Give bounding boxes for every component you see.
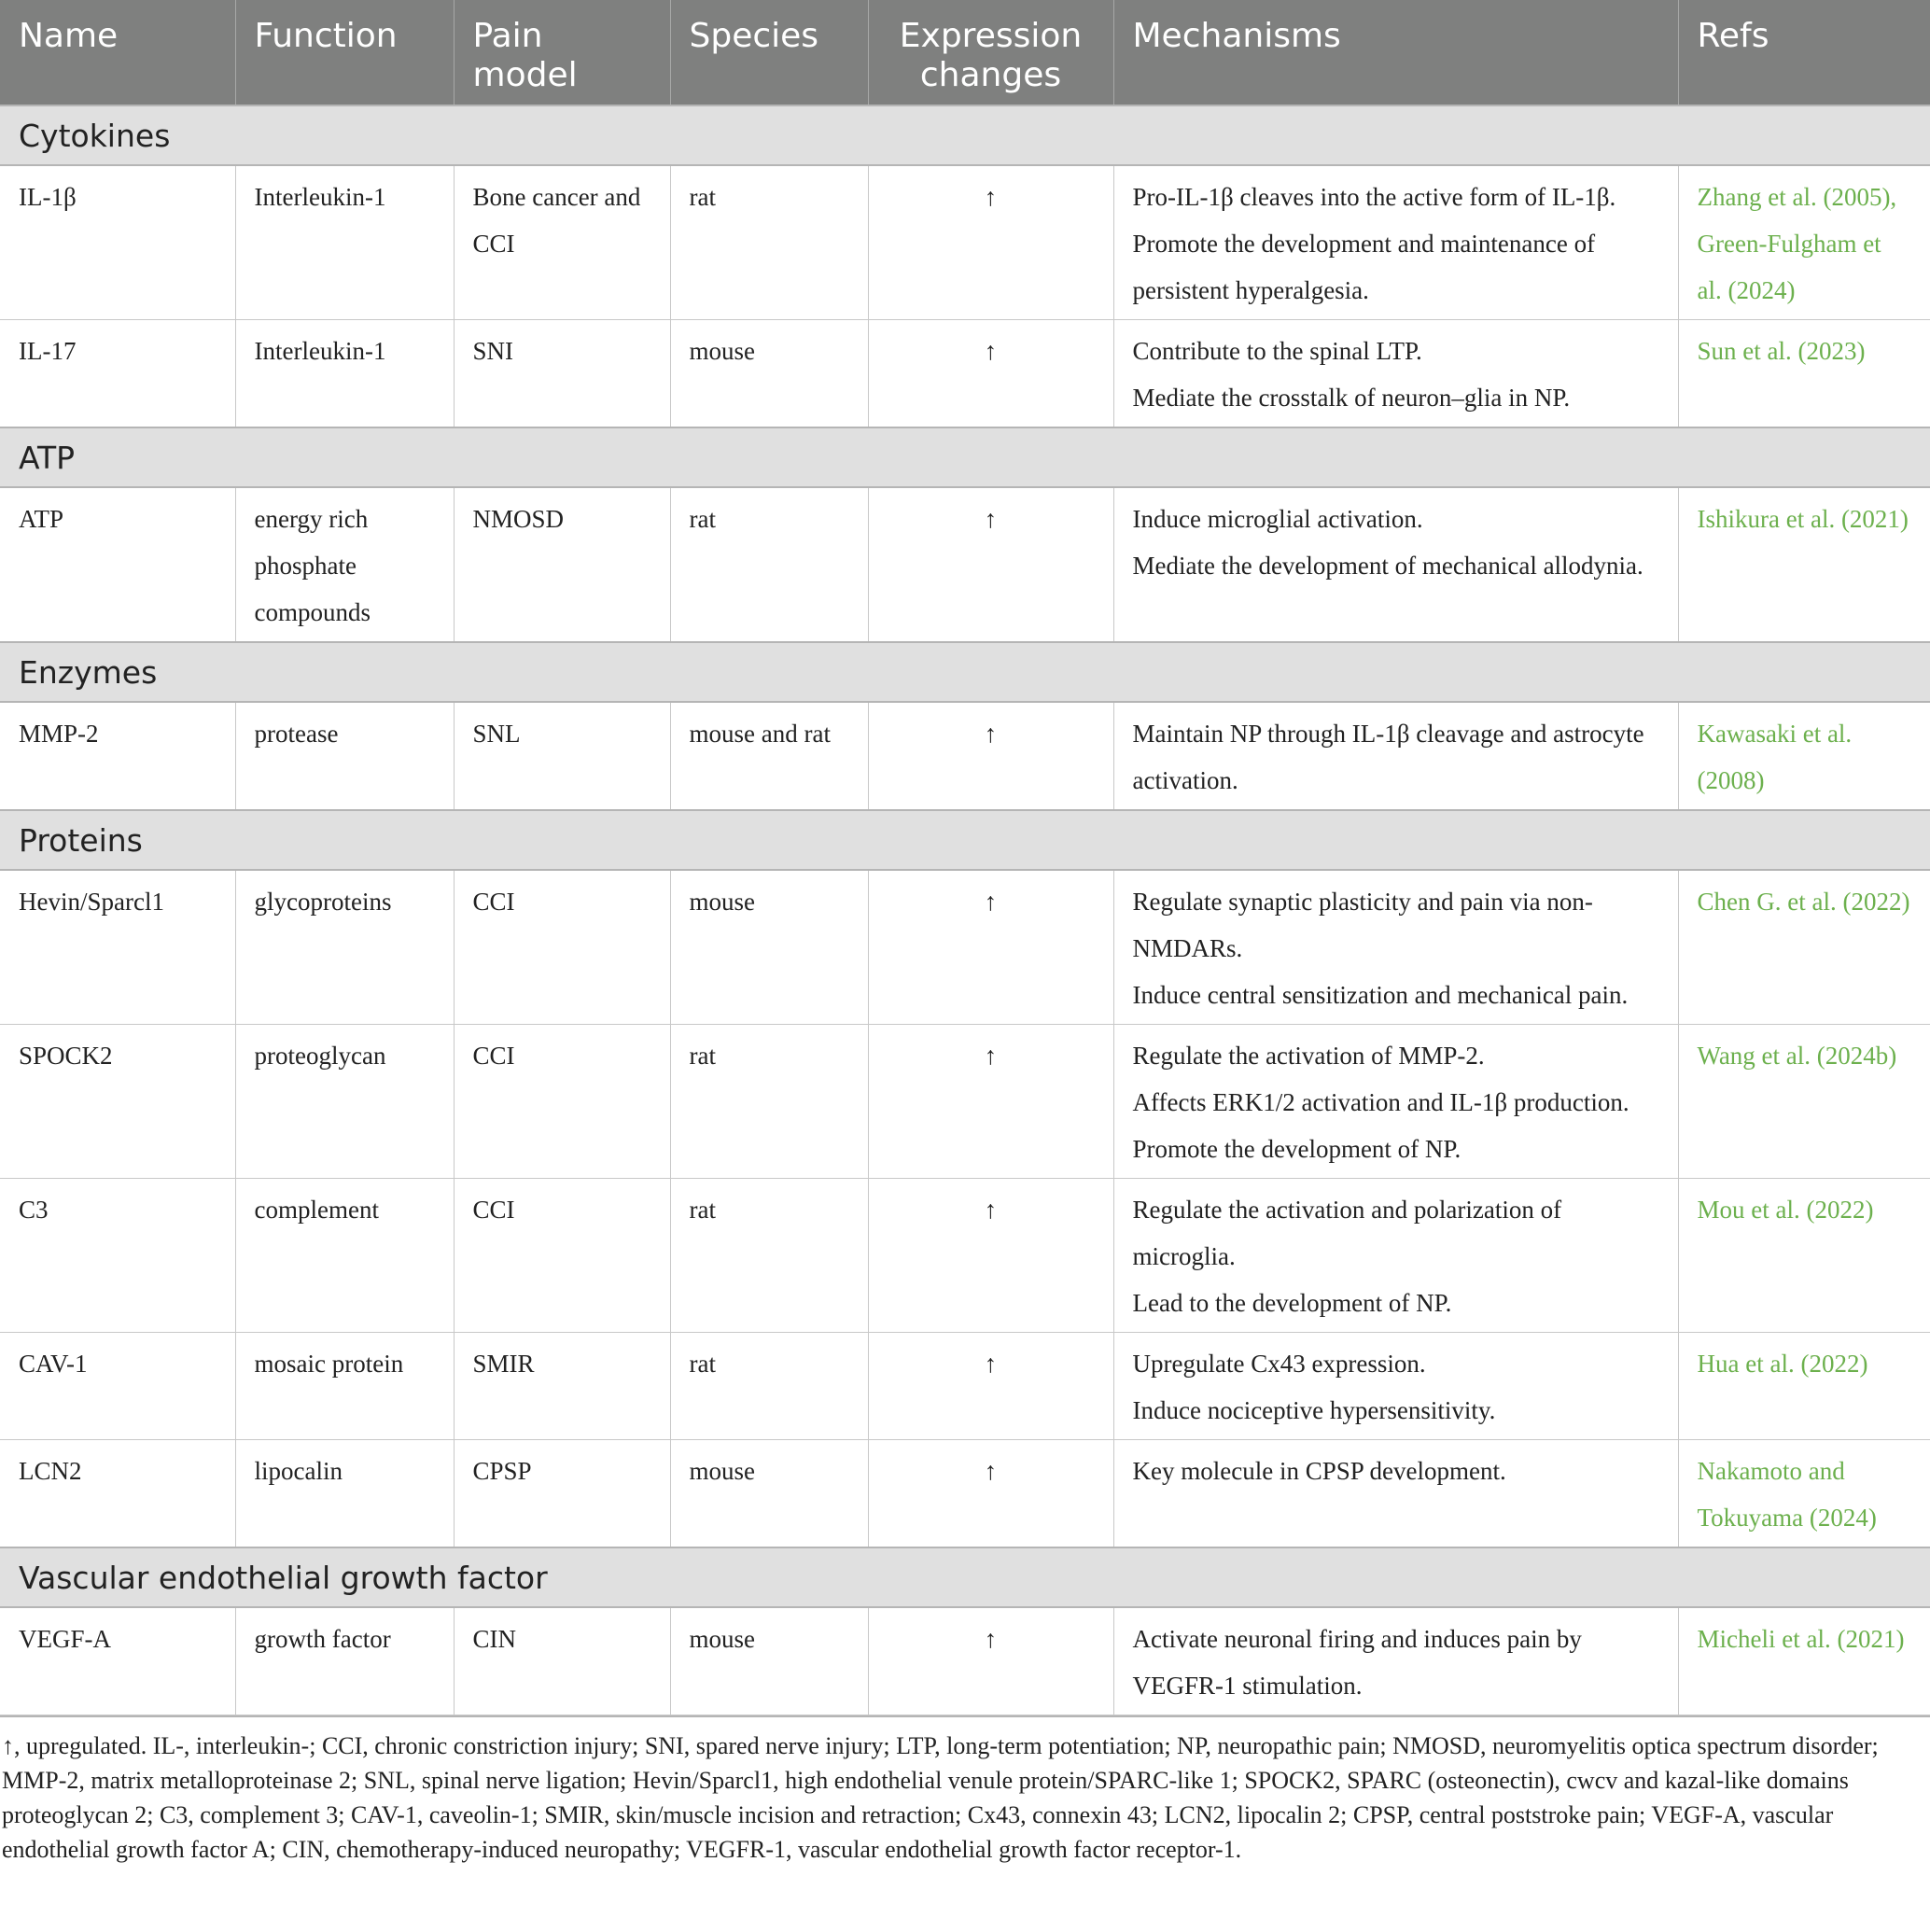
cell-ref-link[interactable]: Ishikura et al. (2021) <box>1678 487 1930 642</box>
section-title: Cytokines <box>0 105 1930 165</box>
header-name: Name <box>0 0 235 105</box>
section-title: Enzymes <box>0 642 1930 702</box>
cell-pain-model: CCI <box>454 1025 670 1179</box>
mechanism-line: Activate neuronal firing and induces pain by VEGFR-1 stimulation. <box>1132 1625 1582 1700</box>
cell-pain-model: SNL <box>454 702 670 810</box>
cell-name: IL-1β <box>0 165 235 320</box>
table-footnote: ↑, upregulated. IL-, interleukin-; CCI, chronic constriction injury; SNI, spared nerve injury; LTP, long-term potentiation; NP, neuropathic pain; NMOSD, neuromyelitis optica spectrum disorder; MMP-2, matrix metalloproteinase 2; SNL, spinal nerve ligation; Hevin/Sparcl1, high endothelial venule protein/SPARC-like 1; SPOCK2, SPARC (osteonectin), cwcv and kazal-like domains proteoglycan 2; C3, complement 3; CAV-1, caveolin-1; SMIR, skin/muscle incision and retraction; Cx43, connexin 43; LCN2, lipocalin 2; CPSP, central poststroke pain; VEGF-A, vascular endothelial growth factor A; CIN, chemotherapy-induced neuropathy; VEGFR-1, vascular endothelial growth factor receptor-1. <box>0 1715 1930 1867</box>
cell-mechanisms <box>1113 870 1678 1025</box>
cell-name: Hevin/Sparcl1 <box>0 870 235 1025</box>
cell-pain-model: Bone cancer and CCI <box>454 165 670 320</box>
mechanism-line: Regulate the activation and polarization of microglia. <box>1132 1196 1562 1270</box>
cell-expression-change: ↑ <box>868 320 1113 428</box>
cell-function: mosaic protein <box>235 1333 454 1440</box>
mechanism-line: Affects ERK1/2 activation and IL-1β production. <box>1132 1088 1629 1116</box>
header-pain-model: Pain model <box>454 0 670 105</box>
mechanism-line: Key molecule in CPSP development. <box>1132 1457 1506 1485</box>
section-row <box>0 427 1930 487</box>
mechanism-line: Upregulate Cx43 expression. <box>1132 1350 1426 1378</box>
table-row <box>0 870 1930 1025</box>
section-row <box>0 105 1930 165</box>
table-row <box>0 1025 1930 1179</box>
cell-name: ATP <box>0 487 235 642</box>
cell-species: rat <box>670 1333 868 1440</box>
section-row <box>0 642 1930 702</box>
cell-expression-change: ↑ <box>868 1025 1113 1179</box>
cell-function: lipocalin <box>235 1440 454 1548</box>
cell-mechanisms <box>1113 1179 1678 1333</box>
cell-expression-change: ↑ <box>868 870 1113 1025</box>
cell-ref-link[interactable]: Sun et al. (2023) <box>1678 320 1930 428</box>
mechanism-line: Induce microglial activation. <box>1132 505 1423 533</box>
cell-species: rat <box>670 487 868 642</box>
cell-ref-link[interactable]: Hua et al. (2022) <box>1678 1333 1930 1440</box>
header-species: Species <box>670 0 868 105</box>
cell-function: protease <box>235 702 454 810</box>
cell-mechanisms <box>1113 487 1678 642</box>
cell-ref-link[interactable]: Mou et al. (2022) <box>1678 1179 1930 1333</box>
cell-expression-change: ↑ <box>868 1440 1113 1548</box>
cell-species: mouse <box>670 320 868 428</box>
cell-name: MMP-2 <box>0 702 235 810</box>
mechanism-line: Lead to the development of NP. <box>1132 1289 1452 1317</box>
table-row <box>0 1607 1930 1715</box>
cell-mechanisms <box>1113 702 1678 810</box>
table-row <box>0 1440 1930 1548</box>
header-row <box>0 0 1930 105</box>
table-row <box>0 1179 1930 1333</box>
cell-ref-link[interactable]: Zhang et al. (2005), Green-Fulgham et al. (2024) <box>1678 165 1930 320</box>
cell-expression-change: ↑ <box>868 165 1113 320</box>
section-title: ATP <box>0 427 1930 487</box>
cell-ref-link[interactable]: Kawasaki et al. (2008) <box>1678 702 1930 810</box>
cell-mechanisms <box>1113 1333 1678 1440</box>
header-function: Function <box>235 0 454 105</box>
table-row <box>0 320 1930 428</box>
cell-expression-change: ↑ <box>868 1333 1113 1440</box>
table-row <box>0 1333 1930 1440</box>
table-header <box>0 0 1930 105</box>
cell-species: rat <box>670 1179 868 1333</box>
cell-function: growth factor <box>235 1607 454 1715</box>
cell-function: energy rich phosphate compounds <box>235 487 454 642</box>
table-row <box>0 487 1930 642</box>
cell-pain-model: CPSP <box>454 1440 670 1548</box>
cell-mechanisms <box>1113 1025 1678 1179</box>
cell-name: SPOCK2 <box>0 1025 235 1179</box>
mechanism-line: Regulate synaptic plasticity and pain via non-NMDARs. <box>1132 888 1593 962</box>
cell-ref-link[interactable]: Nakamoto and Tokuyama (2024) <box>1678 1440 1930 1548</box>
cell-name: IL-17 <box>0 320 235 428</box>
cell-name: LCN2 <box>0 1440 235 1548</box>
cell-mechanisms <box>1113 1607 1678 1715</box>
cell-species: mouse <box>670 1440 868 1548</box>
section-row <box>0 1547 1930 1607</box>
header-expression-changes: Expression changes <box>868 0 1113 105</box>
cell-pain-model: SMIR <box>454 1333 670 1440</box>
cell-expression-change: ↑ <box>868 702 1113 810</box>
cell-species: rat <box>670 165 868 320</box>
cell-species: rat <box>670 1025 868 1179</box>
cell-species: mouse <box>670 1607 868 1715</box>
cell-pain-model: CCI <box>454 1179 670 1333</box>
cell-expression-change: ↑ <box>868 487 1113 642</box>
mechanism-line: Regulate the activation of MMP-2. <box>1132 1042 1485 1070</box>
cell-function: Interleukin-1 <box>235 165 454 320</box>
cell-name: VEGF-A <box>0 1607 235 1715</box>
cell-expression-change: ↑ <box>868 1607 1113 1715</box>
mechanism-line: Promote the development of NP. <box>1132 1135 1461 1163</box>
mechanism-line: Induce central sensitization and mechanical pain. <box>1132 981 1629 1009</box>
section-title: Vascular endothelial growth factor <box>0 1547 1930 1607</box>
cell-ref-link[interactable]: Chen G. et al. (2022) <box>1678 870 1930 1025</box>
cell-pain-model: SNI <box>454 320 670 428</box>
cell-function: Interleukin-1 <box>235 320 454 428</box>
cell-function: complement <box>235 1179 454 1333</box>
header-refs: Refs <box>1678 0 1930 105</box>
cell-pain-model: CIN <box>454 1607 670 1715</box>
cell-species: mouse <box>670 870 868 1025</box>
mechanism-line: Promote the development and maintenance of persistent hyperalgesia. <box>1132 230 1596 304</box>
mechanism-line: Pro-IL-1β cleaves into the active form of IL-1β. <box>1132 183 1616 211</box>
section-row <box>0 810 1930 870</box>
section-title: Proteins <box>0 810 1930 870</box>
table-body <box>0 105 1930 1715</box>
cell-name: CAV-1 <box>0 1333 235 1440</box>
cell-pain-model: CCI <box>454 870 670 1025</box>
cell-species: mouse and rat <box>670 702 868 810</box>
mechanism-line: Mediate the crosstalk of neuron–glia in NP. <box>1132 384 1571 412</box>
cell-function: glycoproteins <box>235 870 454 1025</box>
cell-pain-model: NMOSD <box>454 487 670 642</box>
mechanism-line: Maintain NP through IL-1β cleavage and astrocyte activation. <box>1132 720 1644 794</box>
cell-expression-change: ↑ <box>868 1179 1113 1333</box>
header-mechanisms: Mechanisms <box>1113 0 1678 105</box>
mechanism-line: Mediate the development of mechanical allodynia. <box>1132 552 1643 580</box>
cell-mechanisms <box>1113 320 1678 428</box>
mechanism-line: Contribute to the spinal LTP. <box>1132 337 1422 365</box>
cell-name: C3 <box>0 1179 235 1333</box>
table-row <box>0 165 1930 320</box>
cell-function: proteoglycan <box>235 1025 454 1179</box>
cell-ref-link[interactable]: Wang et al. (2024b) <box>1678 1025 1930 1179</box>
table-row <box>0 702 1930 810</box>
cell-ref-link[interactable]: Micheli et al. (2021) <box>1678 1607 1930 1715</box>
cell-mechanisms <box>1113 165 1678 320</box>
cell-mechanisms <box>1113 1440 1678 1548</box>
mechanism-line: Induce nociceptive hypersensitivity. <box>1132 1396 1496 1424</box>
